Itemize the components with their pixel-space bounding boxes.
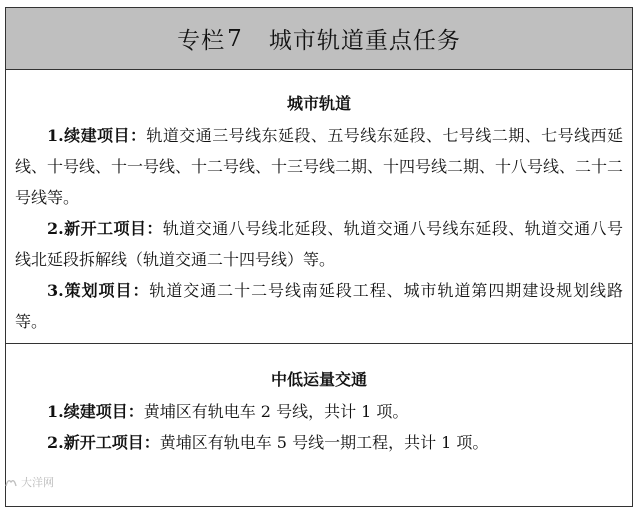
item-label: 1.续建项目： <box>47 402 144 421</box>
header-number: 7 <box>227 25 243 52</box>
item-label: 2.新开工项目： <box>47 219 163 238</box>
watermark-text: 大洋网 <box>21 476 54 489</box>
list-item <box>15 213 623 275</box>
header-title: 城市轨道重点任务 <box>268 28 461 54</box>
section-title: 城市轨道 <box>286 94 351 113</box>
item-text: 黄埔区有轨电车 2 号线，共计 1 项。 <box>143 402 409 421</box>
watermark-logo-icon <box>4 476 18 488</box>
item-label: 2.新开工项目： <box>47 433 160 452</box>
item-label: 1.续建项目： <box>47 126 147 145</box>
item-text: 黄埔区有轨电车 5 号线一期工程，共计 1 项。 <box>159 433 489 452</box>
section-title: 中低运量交通 <box>270 370 367 389</box>
item-text: 轨道交通八号线北延段、轨道交通八号线东延段、轨道交通八号线北延段拆解线（轨道交通二十四号线）等。 <box>15 219 623 269</box>
list-item <box>15 120 623 213</box>
section-medium-low-capacity <box>6 366 632 458</box>
item-text: 轨道交通二十二号线南延段工程、城市轨道第四期建设规划线路等。 <box>15 281 623 331</box>
feature-box <box>5 7 633 507</box>
header-label: 专栏 <box>177 28 226 54</box>
list-item <box>15 275 623 337</box>
item-text: 轨道交通三号线东延段、五号线东延段、七号线二期、七号线西延线、十号线、十一号线、十二号线、十三号线二期、十四号线二期、十八号线、二十二号线等。 <box>15 126 624 207</box>
list-item <box>15 427 623 458</box>
list-item <box>15 396 623 427</box>
box-header <box>6 8 632 70</box>
watermark <box>4 474 54 490</box>
section-urban-rail <box>6 90 632 344</box>
item-label: 3.策划项目： <box>47 281 150 300</box>
